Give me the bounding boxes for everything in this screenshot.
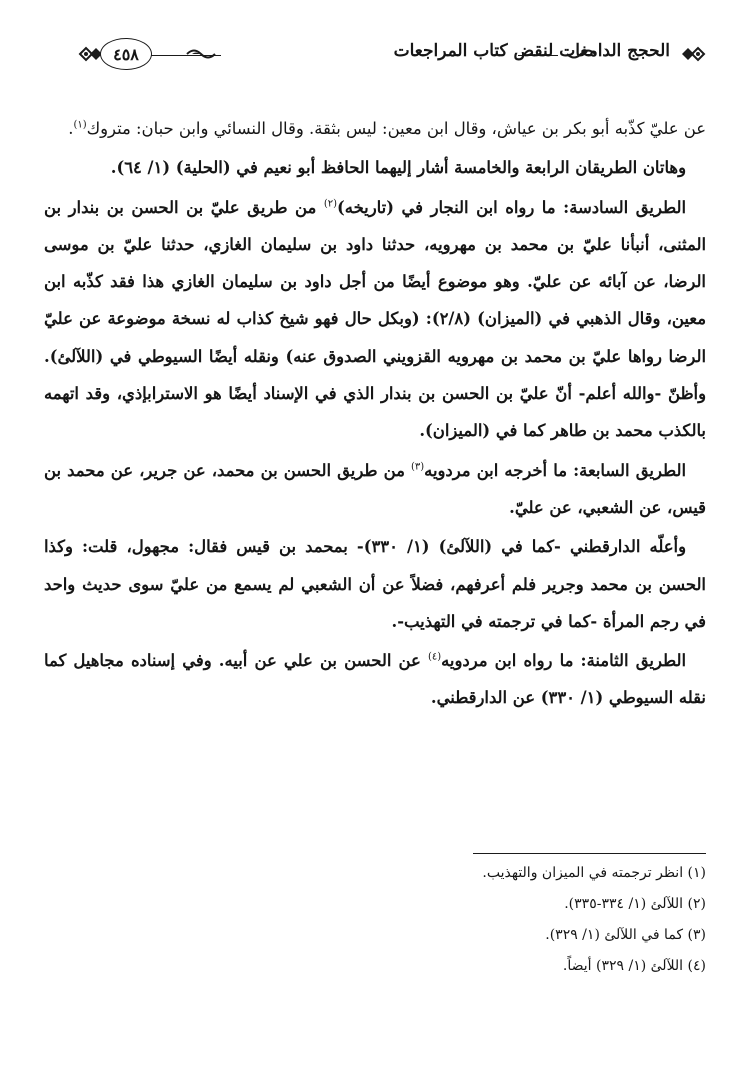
page-number xyxy=(100,38,152,70)
paragraph-text: ما أخرجه ابن مردويه xyxy=(424,460,574,480)
footnote: (٤) اللآلئ (١/ ٣٢٩) أيضاً. xyxy=(562,958,706,974)
footnote: (٣) كما في اللآلئ (١/ ٣٢٩). xyxy=(545,927,706,943)
footnote-divider xyxy=(473,853,706,854)
section-lead: الطريق السادسة: xyxy=(563,197,687,217)
ornament-icon xyxy=(680,45,706,63)
page-number-text: ٤٥٨ xyxy=(113,44,139,64)
paragraph xyxy=(44,110,706,147)
paragraph-text: وأعلّه الدارقطني -كما في (اللآلئ) (١/ ٣٣٠)- بمحمد بن قيس فقال: مجهول، قلت: وكذا الحسن بن محمد وجرير فلم أعرفهم، فضلاً عن أن الشعبي لم يسمع من عليّ سوى حديث واحد في رجم المرأة -كما في ترجمته في التهذيب-. xyxy=(44,537,706,631)
paragraph xyxy=(44,452,706,527)
paragraph-text-after: من طريق عليّ بن الحسن بن بندار بن المثنى، أنبأنا عليّ بن محمد بن مهرويه، حدثنا داود بن سليمان الغازي، حدثنا عليّ بن موسى الرضا، عن آبائه عن عليّ. وهو موضوع أيضًا من أجل داود بن سليمان الغازي هذا فقد كذّبه ابن معين، وقال الذهبي في (الميزان) (٢/٨): (وبكل حال فهو شيخ كذاب له نسخة موضوعة عن عليّ الرضا رواها عليّ بن محمد بن مهرويه القزويني الصدوق عنه) ونقله أيضًا السيوطي في (اللآلئ). وأظنّ -والله أعلم- أنّ عليّ بن الحسن بن بندار الذي في الإسناد أيضًا هو الاسترابإذي، وقد اتهمه بالكذب محمد بن طاهر كما في (الميزان). xyxy=(44,197,706,441)
running-header xyxy=(86,36,706,76)
footnote-ref[interactable]: (١) xyxy=(73,119,87,131)
paragraph xyxy=(44,189,706,450)
footnotes xyxy=(306,858,706,982)
footnote-ref[interactable]: (٤) xyxy=(427,651,442,663)
paragraph-text-after: عن الحسن بن علي عن أبيه. وفي إسناده مجاهيل كما نقله السيوطي (١/ ٣٣٠) عن الدارقطني. xyxy=(44,651,706,708)
footnote: (١) انظر ترجمته في الميزان والتهذيب. xyxy=(482,865,706,881)
paragraph xyxy=(44,642,706,717)
footnote-ref[interactable]: (٣) xyxy=(410,461,425,473)
footnote: (٢) اللآلئ (١/ ٣٣٤-٣٣٥). xyxy=(564,896,706,912)
book-title: الحجج الدامغات لنقض كتاب المراجعات xyxy=(393,41,670,61)
paragraph-text-after: من طريق الحسن بن محمد، عن جرير، عن محمد بن قيس، عن الشعبي، عن عليّ. xyxy=(44,460,706,517)
footnote-ref[interactable]: (٢) xyxy=(323,198,338,210)
paragraph-text: ما رواه ابن مردويه xyxy=(441,651,581,671)
paragraph-text-after: . xyxy=(68,119,74,138)
paragraph xyxy=(44,528,706,640)
section-lead: الطريق السابعة: xyxy=(573,460,686,480)
paragraph-text: ما رواه ابن النجار في (تاريخه) xyxy=(337,197,564,217)
section-lead: الطريق الثامنة: xyxy=(580,651,686,671)
paragraph-text: وهاتان الطريقان الرابعة والخامسة أشار إليهما الحافظ أبو نعيم في (الحلية) (١/ ٦٤). xyxy=(110,158,686,178)
ornament-icon xyxy=(186,47,216,61)
paragraph xyxy=(44,149,706,186)
paragraph-text: عن عليّ كذّبه أبو بكر بن عياش، وقال ابن معين: ليس بثقة. وقال النسائي وابن حبان: متروك xyxy=(86,119,706,138)
body-text xyxy=(44,110,706,717)
